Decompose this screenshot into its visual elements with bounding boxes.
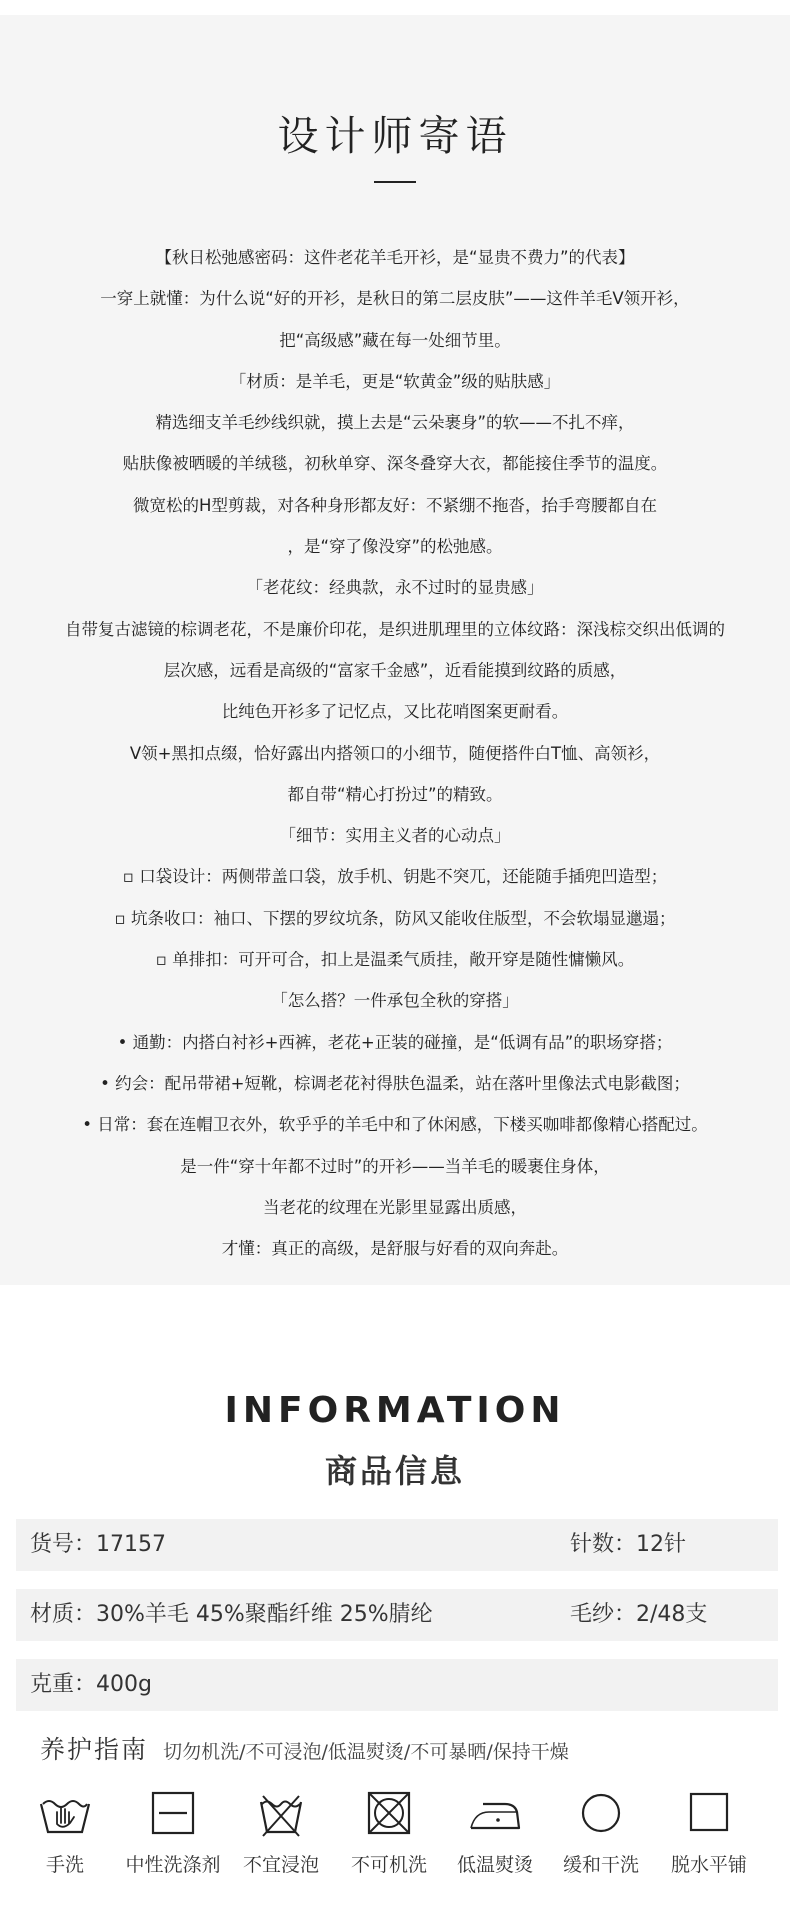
- note-line: 【秋日松弛感密码：这件老花羊毛开衫，是“显贵不费力”的代表】: [155, 248, 635, 267]
- note-line: ▫ 单排扣：可开可合，扣上是温柔气质挂，敞开穿是随性慵懒风。: [155, 950, 635, 970]
- note-line: 「怎么搭？一件承包全秋的穿搭」: [271, 991, 519, 1011]
- gentle-dry-clean-icon: [573, 1790, 629, 1838]
- low-iron-icon: [465, 1790, 525, 1838]
- neutral-detergent-icon: [145, 1790, 201, 1838]
- note-line: 都自带“精心打扮过”的精致。: [287, 784, 503, 804]
- note-line: 当老花的纹理在光影里显露出质感，: [263, 1197, 527, 1217]
- care-label-gentle-dry-clean: 缓和干洗: [562, 1854, 639, 1876]
- note-line: 「细节：实用主义者的心动点」: [279, 826, 511, 846]
- spec-row-material: [16, 1589, 778, 1641]
- title-divider: [374, 181, 416, 183]
- care-label-dry-flat: 脱水平铺: [670, 1854, 747, 1876]
- gauge: 针数：12针: [570, 1532, 686, 1557]
- note-line: 层次感，远看是高级的“富家千金感”，近看能摸到纹路的质感，: [163, 660, 627, 680]
- note-line: 精选细支羊毛纱线织就，摸上去是“云朵裹身”的软——不扎不痒，: [155, 413, 635, 433]
- information-subtitle: 商品信息: [324, 1452, 465, 1490]
- care-label-no-machine-wash: 不可机洗: [350, 1854, 427, 1876]
- care-item-neutral-detergent: [120, 1790, 226, 1877]
- care-item-gentle-dry-clean: [548, 1790, 654, 1877]
- care-item-low-iron: [442, 1790, 548, 1877]
- care-guide-description: 切勿机洗/不可浸泡/低温熨烫/不可暴晒/保持干燥: [163, 1741, 569, 1763]
- designer-note-body: [0, 237, 790, 1269]
- note-line: 「老花纹：经典款，永不过时的显贵感」: [246, 578, 544, 598]
- note-line: 一穿上就懂：为什么说“好的开衫，是秋日的第二层皮肤”——这件羊毛V领开衫，: [100, 289, 690, 309]
- care-item-dry-flat: [656, 1790, 762, 1877]
- dry-flat-icon: [681, 1790, 737, 1838]
- note-line: • 日常：套在连帽卫衣外，软乎乎的羊毛中和了休闲感，下楼买咖啡都像精心搭配过。: [82, 1115, 708, 1135]
- note-line: 贴肤像被晒暖的羊绒毯，初秋单穿、深冬叠穿大衣，都能接住季节的温度。: [122, 454, 668, 474]
- note-line: ▫ 坑条收口：袖口、下摆的罗纹坑条，防风又能收住版型，不会软塌显邋遢；: [114, 908, 676, 928]
- note-line: 把“高级感”藏在每一处细节里。: [279, 330, 511, 350]
- care-guide-label: 养护指南: [40, 1735, 149, 1764]
- care-label-low-iron: 低温熨烫: [456, 1854, 533, 1876]
- note-line: 才懂：真正的高级，是舒服与好看的双向奔赴。: [221, 1239, 569, 1259]
- care-guide: [40, 1730, 569, 1766]
- care-item-no-soak: [228, 1790, 334, 1877]
- note-line: V领+黑扣点缀，恰好露出内搭领口的小细节，随便搭件白T恤、高领衫，: [129, 743, 661, 763]
- note-line: • 约会：配吊带裙+短靴，棕调老花衬得肤色温柔，站在落叶里像法式电影截图；: [100, 1073, 690, 1093]
- yarn-count: 毛纱：2/48支: [570, 1602, 708, 1627]
- note-line: 「材质：是羊毛，更是“软黄金”级的贴肤感」: [229, 371, 561, 391]
- item-number: 货号：17157: [30, 1532, 166, 1557]
- care-label-hand-wash: 手洗: [45, 1854, 84, 1876]
- note-line: 自带复古滤镜的棕调老花，不是廉价印花，是织进肌理里的立体纹路：深浅棕交织出低调的: [65, 619, 725, 639]
- information-title: INFORMATION: [224, 1390, 566, 1431]
- material: 材质：30%羊毛 45%聚酯纤维 25%腈纶: [30, 1602, 433, 1627]
- no-machine-wash-icon: [361, 1790, 417, 1838]
- care-item-hand-wash: [12, 1790, 118, 1877]
- no-soak-icon: [253, 1790, 309, 1838]
- designer-note-title: 设计师寄语: [277, 112, 513, 160]
- hand-wash-icon: [37, 1790, 93, 1838]
- designer-note-section: [0, 15, 790, 1285]
- note-line: 是一件“穿十年都不过时”的开衫——当羊毛的暖裹住身体，: [180, 1156, 610, 1176]
- spec-row-item-number: [16, 1519, 778, 1571]
- weight: 克重：400g: [30, 1672, 152, 1697]
- note-line: ▫ 口袋设计：两侧带盖口袋，放手机、钥匙不突兀，还能随手插兜凹造型；: [122, 867, 668, 887]
- note-line: 微宽松的H型剪裁，对各种身形都友好：不紧绷不拖沓，抬手弯腰都自在: [133, 495, 657, 515]
- note-line: 比纯色开衫多了记忆点，又比花哨图案更耐看。: [221, 702, 569, 722]
- care-label-neutral-detergent: 中性洗涤剂: [125, 1854, 221, 1876]
- spec-row-weight: [16, 1659, 778, 1711]
- care-item-no-machine-wash: [336, 1790, 442, 1877]
- note-line: ，是“穿了像没穿”的松弛感。: [287, 537, 503, 557]
- care-label-no-soak: 不宜浸泡: [242, 1854, 319, 1876]
- note-line: • 通勤：内搭白衬衫+西裤，老花+正装的碰撞，是“低调有品”的职场穿搭；: [117, 1032, 673, 1052]
